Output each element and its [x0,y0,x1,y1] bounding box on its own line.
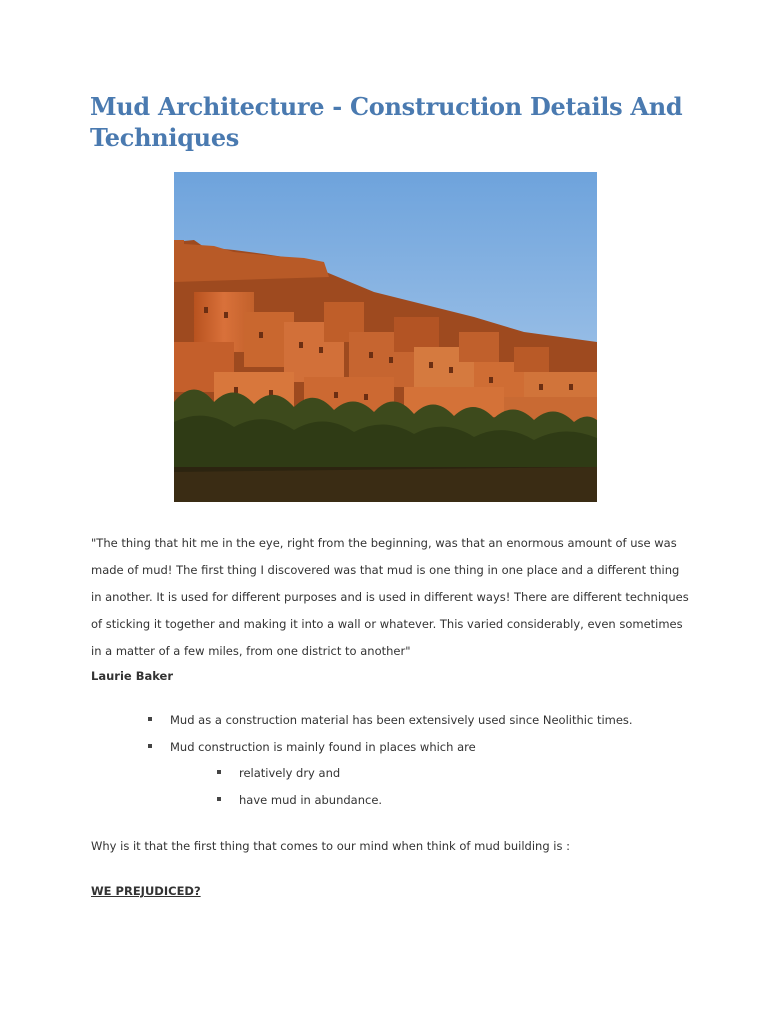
list-item-text: Mud as a construction material has been extensively used since Neolithic times. [170,713,633,727]
sub-list-item [239,764,340,782]
list-item-text: have mud in abundance. [239,793,383,807]
bullet-square-icon [148,717,152,721]
kasbah-photo [174,172,597,502]
list-item [170,738,476,756]
page-title: Mud Architecture - Construction Details And Techniques [90,92,683,152]
kasbah-illustration [174,172,597,502]
bullet-square-icon [217,797,221,801]
list-item-text: relatively dry and [239,766,341,780]
list-item [170,711,633,729]
quote-author: Laurie Baker [91,669,174,683]
sub-list-item [239,791,382,809]
bullet-square-icon [217,770,221,774]
list-item-text: Mud construction is mainly found in places which are [170,740,476,754]
question-paragraph: Why is it that the first thing that comes to our mind when think of mud building is : [91,839,570,853]
section-subheading: WE PREJUDICED? [91,884,201,898]
quote-paragraph: "The thing that hit me in the eye, right from the beginning, was that an enormous amount of use was made of mud! The first thing I discovered was that mud is one thing in one place and a different thing in another. It is used for different purposes and is used in different ways! There are different techniques of sticking it together and making it into a wall or whatever. This varied considerably, even sometimes in a matter of a few miles, from one district to another" [91,536,689,658]
bullet-square-icon [148,744,152,748]
